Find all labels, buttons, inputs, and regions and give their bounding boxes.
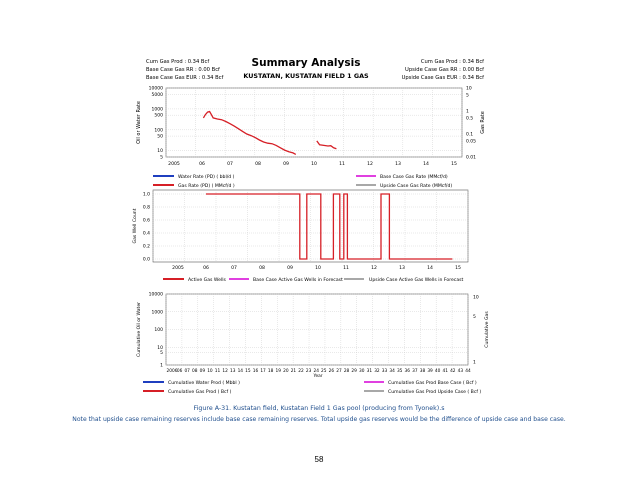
y2-axis-label: Cumulative Gas [485, 311, 490, 348]
well-count-panel [132, 190, 468, 271]
x-tick-label: 15 [455, 266, 461, 271]
x-tick-label: 10 [311, 162, 317, 167]
x-tick-label: 12 [222, 369, 228, 374]
header-right-stats [402, 59, 485, 81]
x-tick-label: 32 [374, 369, 380, 374]
x-tick-label: 10 [315, 266, 321, 271]
x-tick-label: 2005 [168, 162, 180, 167]
x-tick-label: 43 [457, 369, 464, 374]
header-left-stats [146, 59, 224, 81]
x-tick-label: 27 [336, 369, 342, 374]
cumulative-legend [143, 380, 481, 395]
y-tick-label: 1000 [151, 310, 163, 316]
y2-tick-label: 5 [473, 315, 476, 321]
y2-tick-label: 10 [466, 86, 472, 92]
x-tick-label: 15 [245, 369, 251, 374]
figure-note: Note that upside case remaining reserves include base case remaining reserves. Total upside gas reserves would be the difference of upside case and base case. [72, 416, 566, 423]
rate-legend [153, 174, 452, 189]
x-tick-label: 13 [395, 162, 401, 167]
x-tick-label: 15 [451, 162, 457, 167]
legend-upside-gas-rate: Upside Case Gas Rate (MMcf/d) [380, 184, 453, 189]
y-tick-label: 0.6 [142, 218, 150, 224]
x-tick-label: 38 [419, 369, 426, 374]
x-tick-label: 12 [371, 266, 377, 271]
x-tick-label: 31 [366, 369, 373, 374]
y-tick-label: 500 [154, 113, 163, 119]
x-tick-label: 08 [192, 369, 198, 374]
x-tick-label: 35 [396, 369, 403, 374]
x-tick-label: 34 [389, 369, 395, 374]
y-tick-label: 5 [160, 351, 163, 357]
x-tick-label: 12 [367, 162, 373, 167]
y-tick-label: 10000 [148, 86, 163, 92]
legend-base-gas-rate: Base Case Gas Rate (MMcf/d) [380, 175, 448, 180]
x-tick-label: 07 [184, 369, 190, 374]
y-axis-label: Gas Well Count [133, 208, 138, 244]
y-tick-label: 0.4 [142, 231, 150, 237]
x-tick-label: 13 [229, 369, 236, 374]
x-tick-label: 14 [237, 369, 244, 374]
cumulative-panel [136, 292, 490, 380]
y-axis-label: Oil or Water Rate [136, 101, 142, 144]
left-stat-1: Base Case Gas RR : 0.00 Bcf [146, 67, 220, 73]
x-tick-label: 07 [227, 162, 233, 167]
x-tick-label: 30 [359, 369, 365, 374]
x-tick-label: 26 [328, 369, 335, 374]
right-stat-2: Upside Case Gas EUR : 0.34 Bcf [401, 75, 484, 81]
x-tick-label: 21 [290, 369, 297, 374]
y-tick-label: 100 [154, 328, 163, 333]
x-tick-label: 28 [343, 369, 350, 374]
y2-tick-label: 0.1 [466, 132, 474, 138]
legend-base-active-wells: Base Case Active Gas Wells in Forecast [253, 278, 343, 283]
x-tick-label: 09 [287, 266, 293, 271]
well-count-legend [163, 277, 464, 283]
x-tick-label: 42 [450, 369, 456, 374]
x-tick-label: 2005 [172, 266, 184, 271]
x-tick-label: 14 [427, 266, 433, 271]
x-tick-label: 41 [442, 369, 448, 374]
y2-tick-label: 5 [466, 93, 469, 99]
x-tick-label: 06 [203, 266, 209, 271]
y2-tick-label: 1 [466, 109, 469, 115]
x-tick-label: 24 [313, 369, 319, 374]
legend-active-wells: Active Gas Wells [188, 278, 226, 283]
x-tick-label: 06 [176, 369, 183, 374]
legend-cum-upside: Cumulative Gas Prod Upside Case ( Bcf ) [388, 390, 482, 395]
page-number: 58 [314, 455, 324, 464]
y-tick-label: 5 [160, 155, 163, 161]
x-axis-label: Year [313, 374, 323, 379]
chart-subtitle: KUSTATAN, KUSTATAN FIELD 1 GAS [243, 72, 369, 80]
x-tick-label: 22 [298, 369, 304, 374]
x-tick-label: 08 [259, 266, 265, 271]
figure-caption: Figure A-31. Kustatan field, Kustatan Field 1 Gas pool (producing from Tyonek).s [193, 405, 445, 412]
left-stat-0: Cum Gas Prod : 0.34 Bcf [146, 59, 210, 65]
y-tick-label: 50 [157, 134, 163, 140]
left-stat-2: Base Case Gas EUR : 0.34 Bcf [146, 75, 224, 81]
chart-title: Summary Analysis [251, 57, 361, 69]
y-tick-label: 100 [154, 128, 163, 134]
legend-water-rate: Water Rate (PD) ( bbl/d ) [178, 175, 235, 180]
x-tick-label: 18 [267, 369, 274, 374]
x-tick-label: 14 [423, 162, 429, 167]
x-tick-label: 16 [252, 369, 259, 374]
x-tick-label: 44 [465, 369, 471, 374]
x-tick-label: 09 [199, 369, 206, 374]
x-tick-label: 25 [321, 369, 327, 374]
y2-tick-label: 1 [473, 360, 476, 366]
y-tick-label: 0.0 [142, 257, 150, 263]
y-tick-label: 1000 [151, 107, 163, 113]
x-tick-label: 36 [404, 369, 411, 374]
x-tick-label: 11 [343, 266, 349, 271]
x-tick-label: 33 [381, 369, 388, 374]
y2-tick-label: 0.05 [466, 139, 477, 145]
y-tick-label: 10000 [148, 292, 163, 298]
x-tick-label: 39 [427, 369, 433, 374]
x-tick-label: 11 [214, 369, 221, 374]
right-stat-1: Upside Case Gas RR : 0.00 Bcf [405, 67, 484, 73]
y2-tick-label: 0.01 [466, 155, 477, 161]
legend-cum-water: Cumulative Water Prod ( Mbbl ) [168, 381, 240, 386]
x-tick-label: 06 [199, 162, 205, 167]
y-axis-label: Cumulative Oil or Water [137, 301, 142, 358]
x-tick-label: 13 [399, 266, 405, 271]
y-tick-label: 5000 [151, 92, 163, 98]
y2-axis-label: Gas Rate [480, 111, 486, 134]
x-tick-label: 19 [275, 369, 281, 374]
y-tick-label: 1 [160, 363, 163, 369]
legend-upside-active-wells: Upside Case Active Gas Wells in Forecast [369, 278, 464, 283]
x-tick-label: 37 [412, 369, 418, 374]
rate-panel [136, 86, 486, 168]
x-tick-label: 23 [305, 369, 312, 374]
y2-tick-label: 0.5 [466, 116, 474, 122]
x-tick-label: 07 [231, 266, 237, 271]
x-tick-label: 40 [434, 369, 441, 374]
legend-cum-gas: Cumulative Gas Prod ( Bcf ) [168, 390, 232, 395]
y-tick-label: 10 [157, 149, 163, 155]
y-tick-label: 10 [157, 345, 163, 351]
x-tick-label: 11 [339, 162, 345, 167]
x-tick-label: 10 [207, 369, 213, 374]
x-tick-label: 09 [283, 162, 289, 167]
x-tick-label: 17 [260, 369, 266, 374]
x-tick-label: 20 [283, 369, 289, 374]
legend-cum-base: Cumulative Gas Prod Base Case ( Bcf ) [388, 381, 477, 386]
y2-tick-label: 10 [473, 295, 479, 301]
x-tick-label: 08 [255, 162, 261, 167]
legend-gas-rate: Gas Rate (PD) ( MMcf/d ) [178, 184, 235, 189]
y-tick-label: 0.2 [142, 244, 150, 250]
x-tick-label: 29 [351, 369, 357, 374]
y-tick-label: 0.8 [142, 205, 150, 211]
right-stat-0: Cum Gas Prod : 0.34 Bcf [420, 59, 484, 65]
y-tick-label: 1.0 [142, 192, 150, 198]
x-tick-label: 2006 [166, 369, 178, 374]
